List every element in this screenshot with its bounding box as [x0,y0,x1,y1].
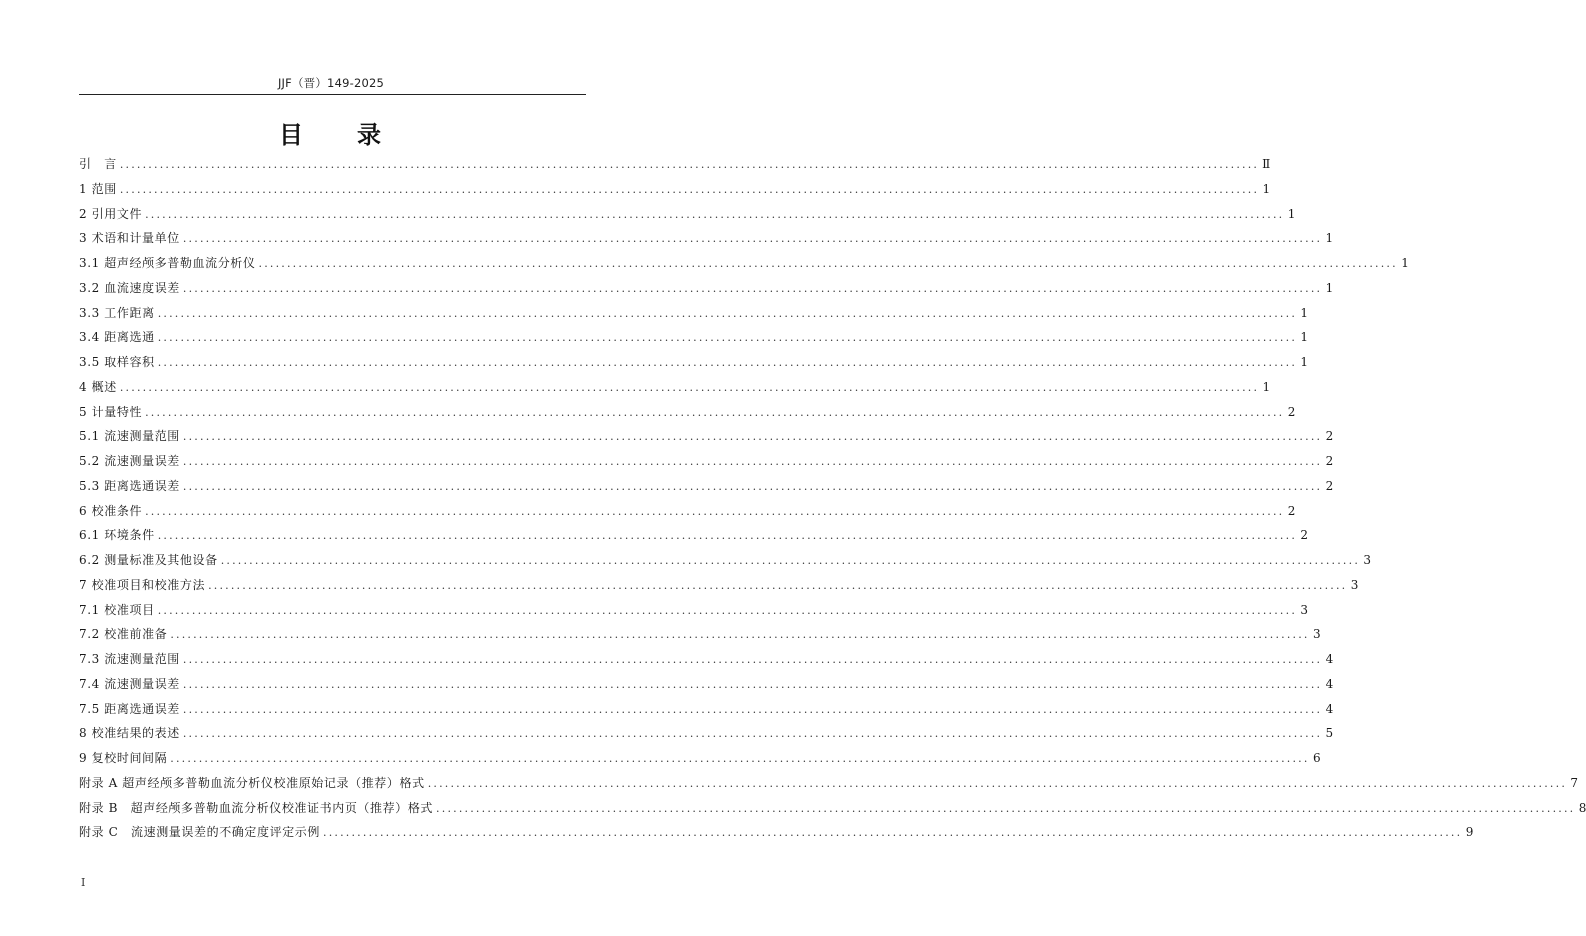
toc-leader-dots: ........................................................................................................................................................................................................ [119,158,1260,171]
toc-entry[interactable] [79,276,1334,301]
toc-entry-page-number: 4 [1325,652,1334,666]
header-divider [79,94,586,95]
toc-entry-page-number: 2 [1287,503,1296,518]
toc-entry-page-number: Ⅱ [1262,157,1271,171]
toc-leader-dots: ........................................................................................................................................................................................................ [182,455,1323,468]
toc-entry-label: 2 引用文件 [79,206,143,221]
toc-leader-dots: ........................................................................................................................................................................................................ [182,232,1323,246]
toc-entry-page-number: 2 [1325,478,1334,493]
toc-entry[interactable] [79,226,1334,251]
toc-entry[interactable] [79,820,1474,845]
toc-entry-page-number: 6 [1312,751,1321,765]
toc-leader-dots: ........................................................................................................................................................................................................ [220,554,1361,567]
toc-entry-label: 5.3 距离选通误差 [79,478,180,493]
toc-entry-page-number: 1 [1287,206,1296,221]
toc-leader-dots: ........................................................................................................................................................................................................ [182,702,1323,716]
toc-entry-label: 6 校准条件 [79,503,143,518]
toc-entry-label: 8 校准结果的表述 [79,726,180,741]
toc-entry-page-number: 1 [1325,231,1334,246]
toc-entry-label: 3.3 工作距离 [79,305,155,320]
toc-entry[interactable] [79,523,1309,548]
page-title [0,115,662,150]
toc-entry-page-number: 3 [1363,553,1372,567]
toc-entry-label: 5.1 流速测量范围 [79,429,180,444]
toc-leader-dots: ........................................................................................................................................................................................................ [258,257,1398,270]
toc-leader-dots: ........................................................................................................................................................................................................ [182,430,1323,444]
toc-entry[interactable] [79,325,1309,350]
toc-entry-label: 5.2 流速测量误差 [79,454,180,468]
toc-entry-label: 7 校准项目和校准方法 [79,577,206,592]
page-title-part2: 录 [357,120,383,149]
toc-entry-page-number: 1 [1401,256,1409,270]
toc-entry-label: 9 复校时间间隔 [79,751,168,765]
toc-entry[interactable] [79,301,1309,326]
toc-leader-dots: ........................................................................................................................................................................................................ [182,677,1323,691]
toc-entry-page-number: 3 [1350,577,1359,592]
toc-entry-page-number: 7 [1570,775,1579,790]
toc-entry[interactable] [79,746,1321,771]
toc-entry-page-number: 4 [1325,676,1334,691]
toc-entry-page-number: 2 [1325,429,1334,444]
toc-entry[interactable] [79,499,1296,524]
toc-entry-page-number: 1 [1300,355,1309,369]
toc-entry-label: 6.1 环境条件 [79,528,155,543]
toc-entry[interactable] [79,771,1579,796]
toc-entry-label: 附录 C 流速测量误差的不确定度评定示例 [79,825,320,840]
toc-entry-label: 4 概述 [79,379,117,394]
toc-leader-dots: ........................................................................................................................................................................................................ [182,281,1323,295]
toc-entry[interactable] [79,622,1321,647]
toc-entry-label: 7.3 流速测量范围 [79,652,180,666]
toc-entry[interactable] [79,350,1309,375]
toc-entry-label: 3 术语和计量单位 [79,231,180,246]
toc-entry-page-number: 2 [1287,404,1296,419]
toc-entry-page-number: 3 [1300,602,1309,617]
toc-entry[interactable] [79,400,1296,425]
toc-entry-label: 6.2 测量标准及其他设备 [79,553,218,567]
toc-entry[interactable] [79,697,1334,722]
toc-leader-dots: ........................................................................................................................................................................................................ [182,479,1323,493]
toc-leader-dots: ........................................................................................................................................................................................................ [157,331,1298,345]
toc-entry[interactable] [79,449,1334,474]
toc-leader-dots: ........................................................................................................................................................................................................ [145,207,1285,221]
toc-leader-dots: ........................................................................................................................................................................................................ [208,578,1348,592]
toc-entry[interactable] [79,251,1409,276]
toc-leader-dots: ........................................................................................................................................................................................................ [157,529,1298,543]
toc-entry[interactable] [79,721,1334,746]
toc-entry-page-number: 2 [1325,454,1334,468]
toc-entry-page-number: 3 [1313,627,1321,642]
document-code: JJF（晋）149-2025 [277,76,385,90]
toc-entry[interactable] [79,598,1309,623]
toc-leader-dots: ........................................................................................................................................................................................................ [436,801,1576,815]
table-of-contents [79,152,1586,845]
toc-entry[interactable] [79,375,1271,400]
toc-entry-page-number: 2 [1300,528,1309,543]
toc-entry-label: 7.2 校准前准备 [79,627,168,642]
toc-entry-label: 3.2 血流速度误差 [79,280,180,295]
toc-entry-label: 3.1 超声经颅多普勒血流分析仪 [79,256,256,270]
page-title-part1: 目 [279,120,305,149]
toc-leader-dots: ........................................................................................................................................................................................................ [157,306,1298,320]
toc-entry[interactable] [79,474,1334,499]
toc-leader-dots: ........................................................................................................................................................................................................ [119,182,1260,196]
toc-entry-page-number: 1 [1325,280,1334,295]
toc-leader-dots: ........................................................................................................................................................................................................ [182,653,1323,666]
toc-leader-dots: ........................................................................................................................................................................................................ [182,727,1323,741]
toc-entry-label: 1 范围 [79,181,117,196]
toc-entry-label: 7.4 流速测量误差 [79,676,180,691]
toc-entry-label: 7.5 距离选通误差 [79,701,180,716]
toc-entry-page-number: 1 [1262,181,1271,196]
toc-entry-page-number: 1 [1262,379,1271,394]
toc-entry-page-number: 5 [1325,726,1334,741]
toc-entry-page-number: 8 [1578,800,1586,815]
toc-entry[interactable] [79,152,1271,177]
toc-entry[interactable] [79,647,1334,672]
toc-entry[interactable] [79,202,1296,227]
toc-entry[interactable] [79,573,1359,598]
toc-leader-dots: ........................................................................................................................................................................................................ [145,405,1285,419]
toc-entry[interactable] [79,548,1372,573]
toc-entry[interactable] [79,177,1271,202]
toc-leader-dots: ........................................................................................................................................................................................................ [145,504,1285,518]
toc-entry-label: 附录 A 超声经颅多普勒血流分析仪校准原始记录（推荐）格式 [79,775,425,790]
toc-entry-label: 附录 B 超声经颅多普勒血流分析仪校准证书内页（推荐）格式 [79,800,434,815]
toc-entry[interactable] [79,424,1334,449]
toc-entry-label: 5 计量特性 [79,404,143,419]
toc-entry[interactable] [79,672,1334,697]
toc-leader-dots: ........................................................................................................................................................................................................ [119,380,1260,394]
toc-entry-page-number: 9 [1465,825,1474,840]
toc-leader-dots: ........................................................................................................................................................................................................ [170,752,1310,765]
toc-leader-dots: ........................................................................................................................................................................................................ [157,603,1298,617]
toc-leader-dots: ........................................................................................................................................................................................................ [170,628,1310,642]
toc-entry-page-number: 1 [1300,305,1309,320]
toc-leader-dots: ........................................................................................................................................................................................................ [157,356,1298,369]
page-number: I [81,876,86,889]
toc-leader-dots: ........................................................................................................................................................................................................ [323,826,1463,840]
toc-entry-page-number: 4 [1325,701,1334,716]
toc-leader-dots: ........................................................................................................................................................................................................ [427,776,1568,790]
toc-entry-label: 7.1 校准项目 [79,602,155,617]
toc-entry-page-number: 1 [1300,330,1309,345]
toc-entry-label: 引 言 [79,157,117,171]
toc-entry-label: 3.4 距离选通 [79,330,155,345]
toc-entry-label: 3.5 取样容积 [79,355,155,369]
toc-entry[interactable] [79,796,1586,821]
